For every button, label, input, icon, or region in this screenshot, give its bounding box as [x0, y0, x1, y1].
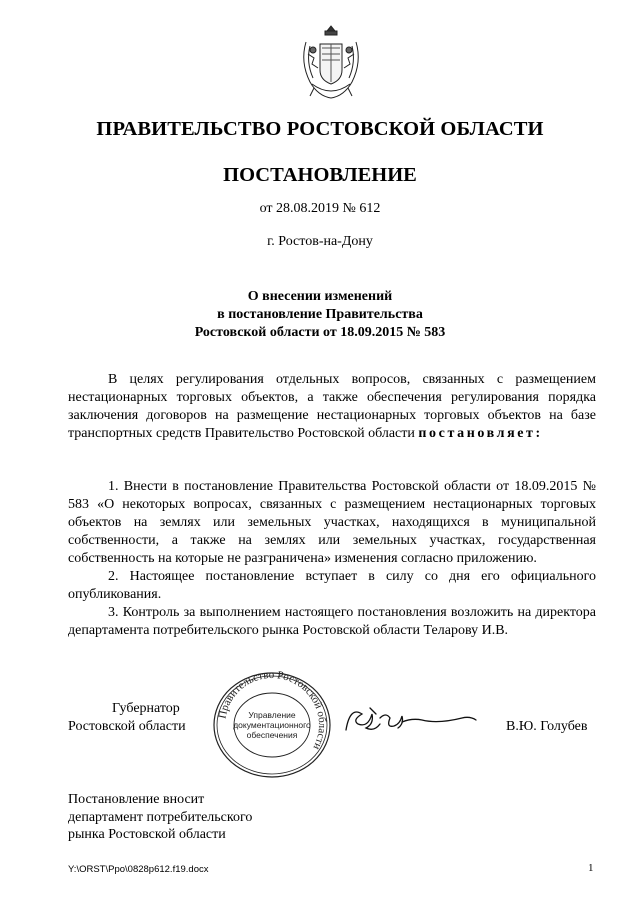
stamp-inner-line-3: обеспечения	[246, 730, 298, 740]
stamp-inner-line-2: документационного	[233, 720, 311, 730]
document-date-number: от 28.08.2019 № 612	[259, 201, 381, 216]
submitted-line-3: рынка Ростовской области	[68, 827, 226, 842]
file-path: Y:\ORST\Ppo\0828p612.f19.docx	[68, 864, 209, 875]
preamble-text: В целях регулирования отдельных вопросов, связанных с размещением нестационарных торговых объектов, а также обеспечения регулирования порядка заключения договоров на размещение нестационарных торговых объектов на базе транспортных средств Правительство Ростовской области	[68, 372, 596, 441]
coat-of-arms-emblem	[298, 24, 364, 100]
document-type-title: ПОСТАНОВЛЕНИЕ	[223, 164, 417, 186]
page-number: 1	[588, 862, 594, 874]
item-2: 2. Настоящее постановление вступает в силу со дня его официального опубликования.	[68, 569, 596, 602]
subject-line-2: в постановление Правительства	[217, 307, 423, 322]
organization-title: ПРАВИТЕЛЬСТВО РОСТОВСКОЙ ОБЛАСТИ	[96, 118, 544, 140]
submitted-line-2: департамент потребительского	[68, 809, 253, 825]
document-city: г. Ростов-на-Дону	[267, 234, 373, 249]
resolves-word: постановляет:	[418, 426, 543, 441]
item-3: 3. Контроль за выполнением настоящего постановления возложить на директора департамента потребительского рынка Ростовской области Теларову И.В.	[68, 605, 596, 638]
submitted-by-block	[68, 791, 252, 844]
signatory-title: Губернатор	[112, 701, 180, 716]
official-stamp	[208, 670, 336, 780]
preamble-paragraph	[68, 371, 596, 443]
stamp-ring-text: Правительство Ростовской области	[216, 670, 329, 752]
document-subject	[0, 288, 640, 342]
subject-line-3: Ростовской области от 18.09.2015 № 583	[194, 325, 446, 340]
subject-line-1: О внесении изменений	[247, 289, 393, 304]
stamp-inner-line-1: Управление	[248, 710, 296, 720]
signatory-name: В.Ю. Голубев	[506, 719, 588, 734]
resolution-items	[68, 478, 596, 640]
item-1: 1. Внести в постановление Правительства Ростовской области от 18.09.2015 № 583 «О некоторых вопросах, связанных с размещением нестационарных торговых объектов на землях или земельных участках, находящихся в муниципальной собственности, а также на землях или земельных участках, государственная собственность на которые не разграничена» изменения согласно приложению.	[68, 479, 596, 566]
signatory-region: Ростовской области	[68, 719, 186, 734]
submitted-line-1: Постановление вносит	[68, 792, 205, 807]
handwritten-signature	[340, 700, 480, 740]
